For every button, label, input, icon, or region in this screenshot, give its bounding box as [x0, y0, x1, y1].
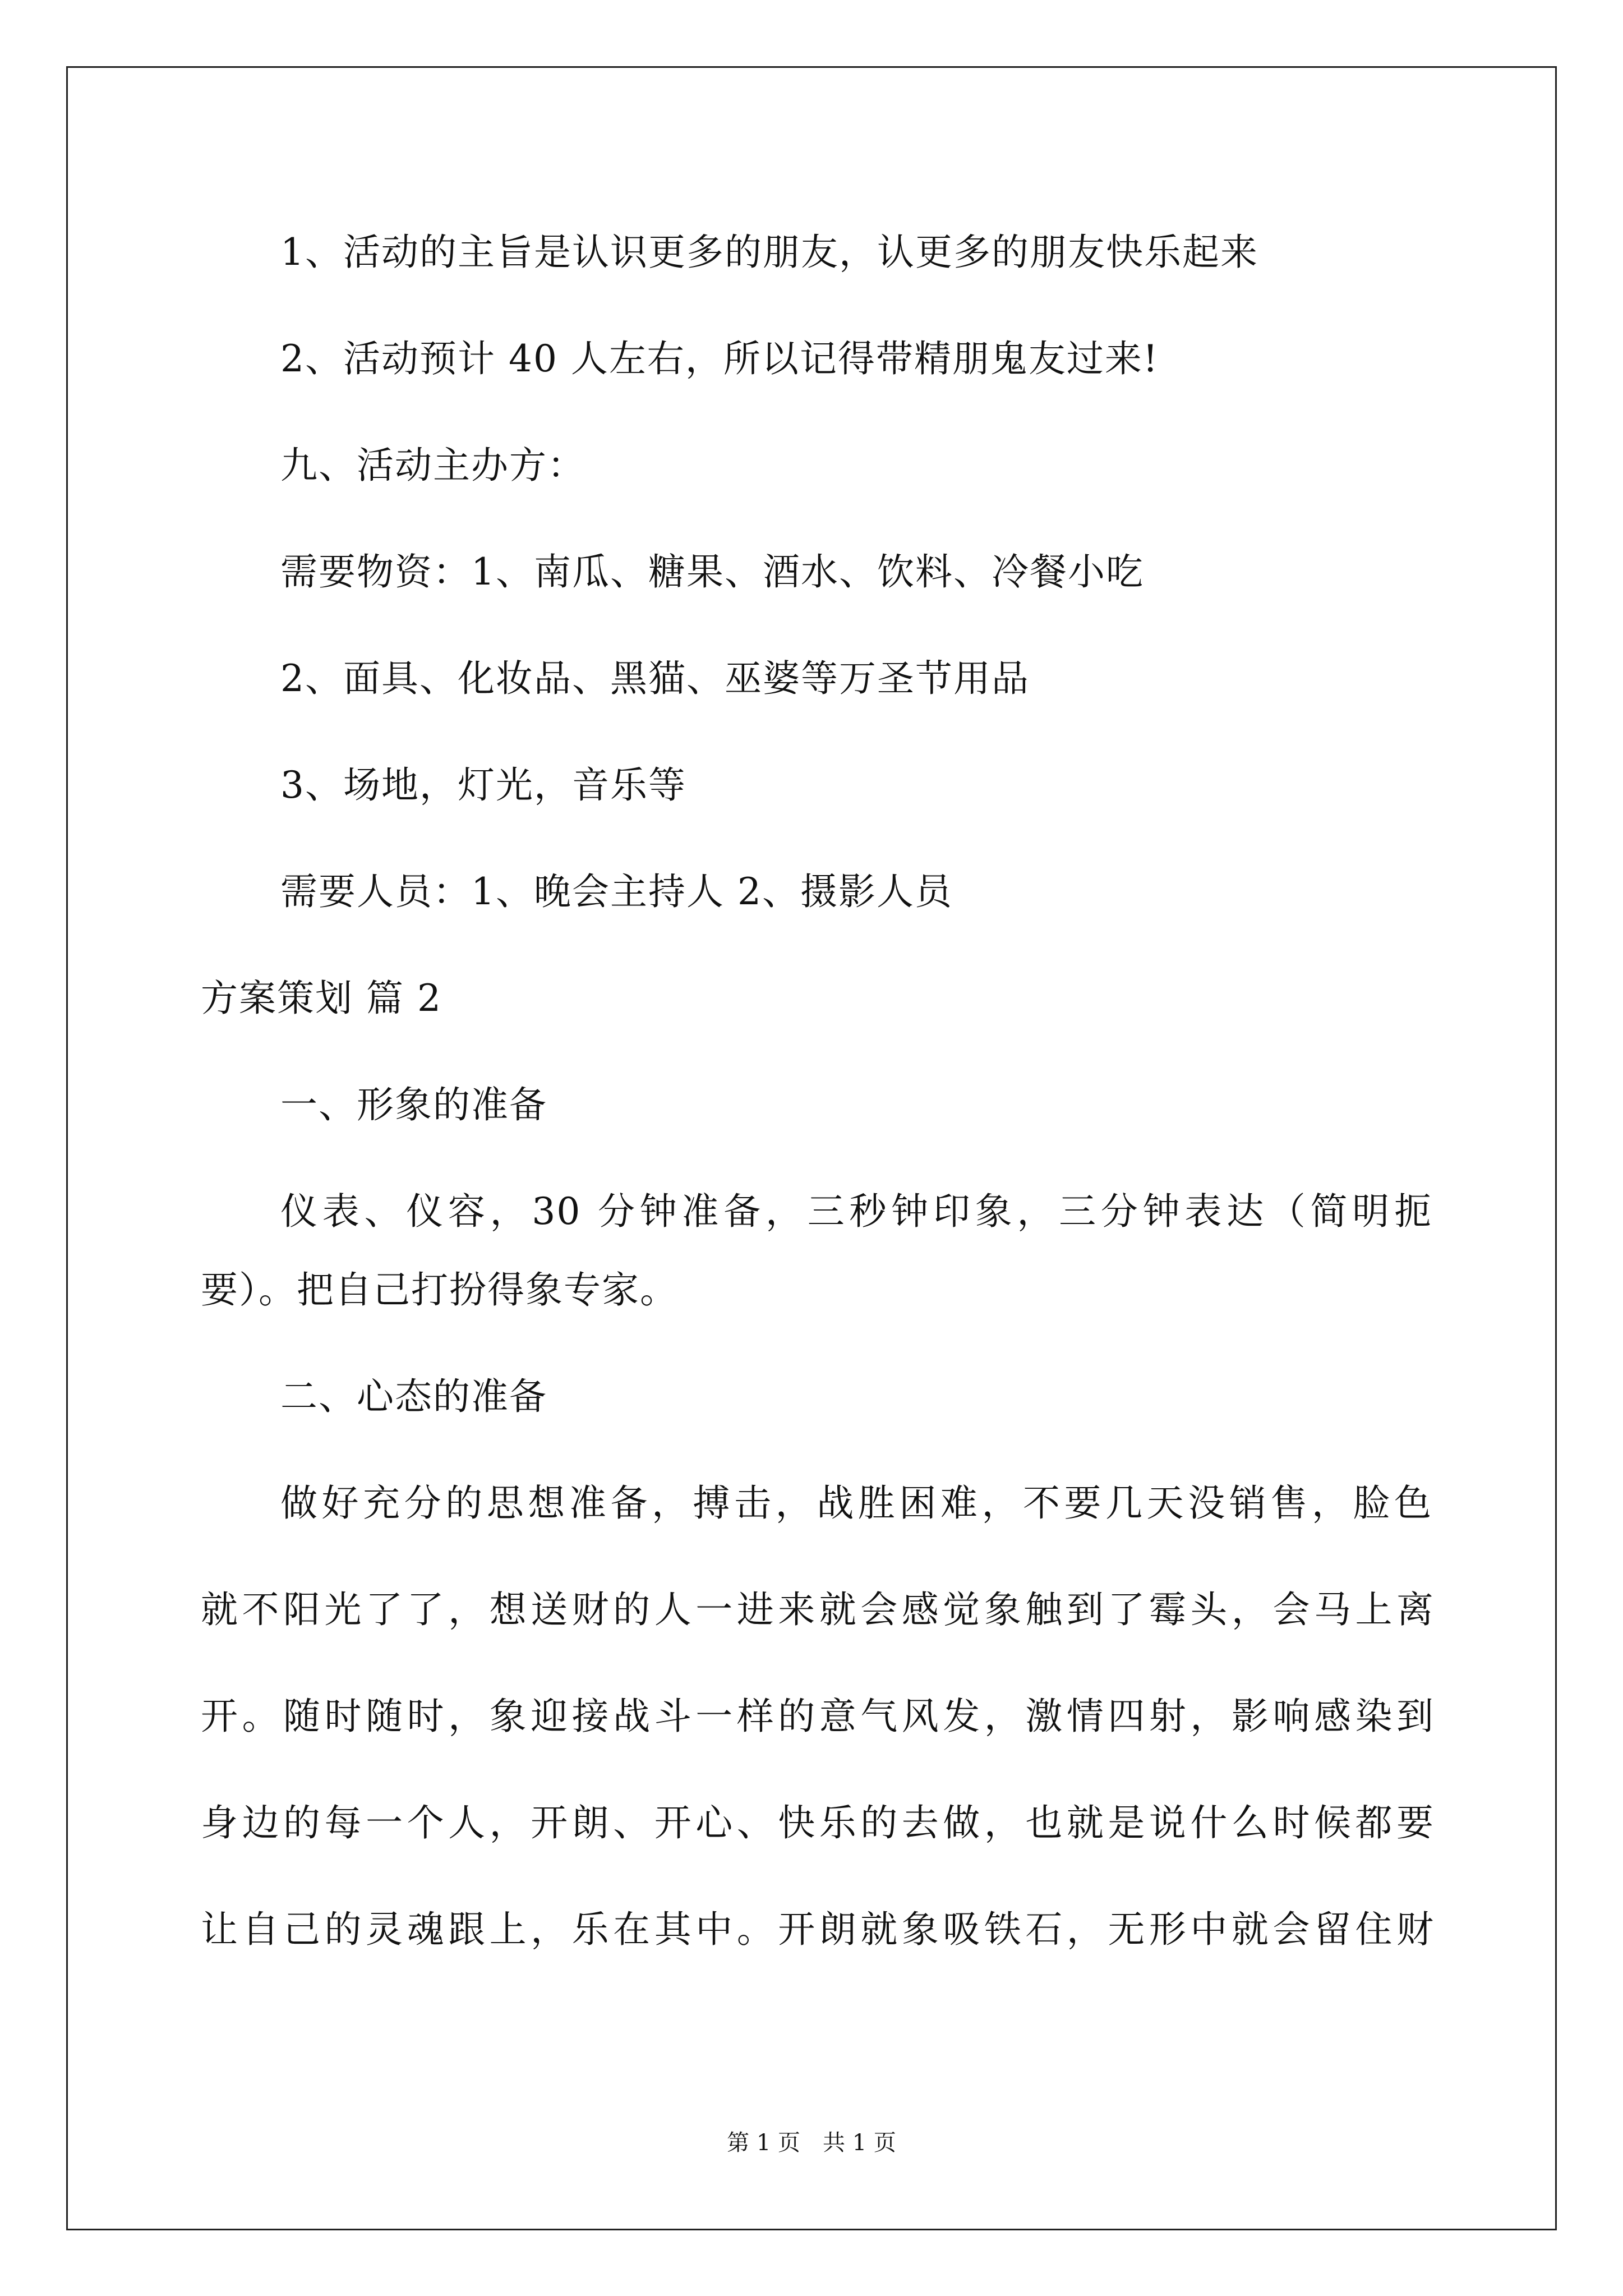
text-line: 1、活动的主旨是认识更多的朋友，认更多的朋友快乐起来 — [280, 231, 1258, 274]
page-border — [66, 66, 1557, 2230]
text-line: 要）。把自己打扮得象专家。 — [201, 1268, 678, 1312]
text-line: 需要人员：1、晚会主持人 2、摄影人员 — [280, 870, 953, 913]
text-line: 2、活动预计 40 人左右，所以记得带精朋鬼友过来! — [280, 337, 1159, 380]
text-line: 3、场地，灯光，音乐等 — [280, 763, 686, 807]
section-heading: 九、活动主办方： — [280, 444, 585, 487]
section-heading: 二、心态的准备 — [280, 1375, 547, 1418]
text-line: 就不阳光了了，想送财的人一进来就会感觉象触到了霉头，会马上离 — [201, 1588, 1435, 1631]
text-line: 2、面具、化妆品、黑猫、巫婆等万圣节用品 — [280, 657, 1030, 700]
text-line: 让自己的灵魂跟上，乐在其中。开朗就象吸铁石，无形中就会留住财 — [201, 1908, 1435, 1951]
text-line: 身边的每一个人，开朗、开心、快乐的去做，也就是说什么时候都要 — [201, 1801, 1435, 1844]
text-line: 仪表、仪容，30 分钟准备，三秒钟印象，三分钟表达（简明扼 — [280, 1190, 1432, 1233]
text-line: 开。随时随时，象迎接战斗一样的意气风发，激情四射，影响感染到 — [201, 1695, 1435, 1738]
text-line: 需要物资：1、南瓜、糖果、酒水、饮料、冷餐小吃 — [280, 550, 1144, 593]
page-footer: 第 1 页 共 1 页 — [727, 2130, 896, 2156]
section-heading: 一、形象的准备 — [280, 1083, 547, 1126]
text-line: 做好充分的思想准备，搏击，战胜困难，不要几天没销售，脸色 — [280, 1481, 1432, 1525]
chapter-title: 方案策划 篇 2 — [201, 977, 442, 1020]
